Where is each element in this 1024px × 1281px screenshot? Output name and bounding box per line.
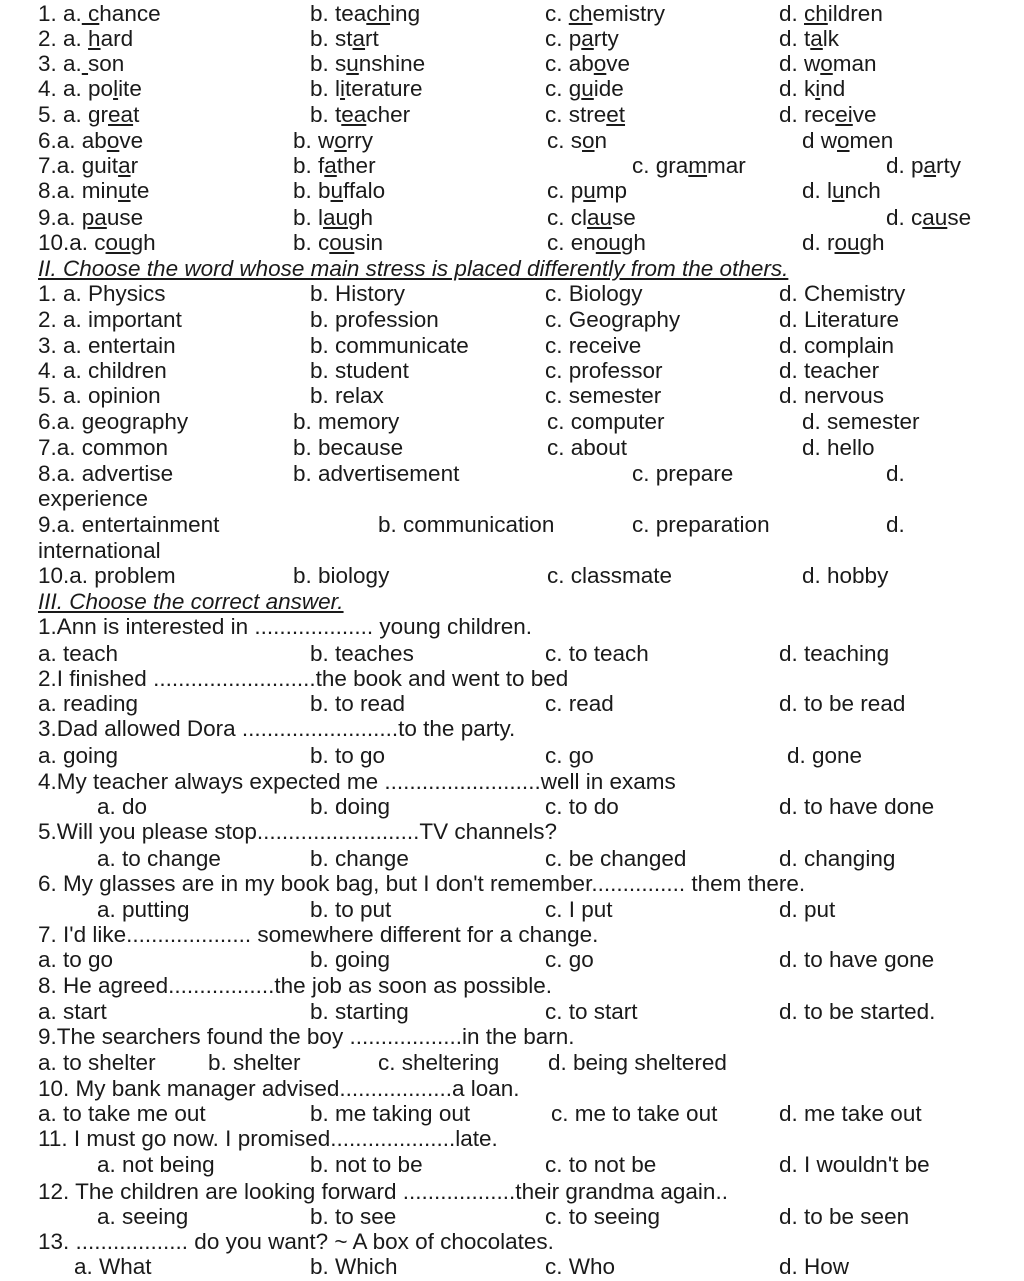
part3-option: c. Who <box>545 1254 616 1279</box>
part2-option: d. Chemistry <box>779 281 906 306</box>
part1-option: d. woman <box>779 51 877 76</box>
part2-option: d. teacher <box>779 358 880 383</box>
part2-option: b. History <box>310 281 406 306</box>
part1-option: 6.a. above <box>38 128 144 153</box>
part3-row <box>0 1179 1024 1204</box>
part3-row <box>0 1076 1024 1101</box>
part2-option: 1. a. Physics <box>38 281 166 306</box>
part1-option: c. above <box>545 51 631 76</box>
underlined-sound: o <box>837 128 850 153</box>
part1-option: c. clause <box>547 205 636 230</box>
underlined-sound: h <box>88 26 101 51</box>
part2-option: d. nervous <box>779 383 885 408</box>
part2-option: 4. a. children <box>38 358 167 383</box>
part3-row <box>0 794 1024 819</box>
part3-option: c. sheltering <box>378 1050 500 1075</box>
underlined-sound: o <box>582 128 595 153</box>
part3-option: c. to not be <box>545 1152 657 1177</box>
part2-row <box>0 409 1024 434</box>
part3-row <box>0 1254 1024 1279</box>
part1-option: b. cousin <box>293 230 384 255</box>
part3-option: b. not to be <box>310 1152 423 1177</box>
part3-option: a. teach <box>38 641 119 666</box>
underlined-sound: ou <box>834 230 860 255</box>
part2-option: d. hello <box>802 435 875 460</box>
underlined-sound <box>82 51 88 76</box>
part1-option: d. talk <box>779 26 840 51</box>
underlined-sound: o <box>334 128 347 153</box>
part2-text: experience <box>38 486 149 511</box>
part3-option: a. start <box>38 999 107 1024</box>
part3-option: a. do <box>97 794 148 819</box>
part1-row <box>0 153 1024 178</box>
part2-row <box>0 563 1024 588</box>
underlined-sound: ch <box>366 1 391 26</box>
underlined-sound: u <box>832 178 845 203</box>
underlined-sound: o <box>593 51 607 76</box>
part2-option: c. prepare <box>632 461 734 486</box>
part3-row <box>0 641 1024 666</box>
underlined-sound: o <box>106 128 120 153</box>
part2-option: c. preparation <box>632 512 770 537</box>
underlined-sound: ch <box>568 1 593 26</box>
part1-option: c. street <box>545 102 626 127</box>
part3-text: 8. He agreed.................the job as soon as possible. <box>38 973 553 998</box>
part3-option: a. putting <box>97 897 190 922</box>
underlined-sound: a <box>923 153 937 178</box>
part2-row <box>0 358 1024 383</box>
part3-option: d. to be read <box>779 691 906 716</box>
underlined-sound: u <box>330 178 344 203</box>
part3-option: c. read <box>545 691 614 716</box>
part3-row <box>0 897 1024 922</box>
part3-option: a. to shelter <box>38 1050 156 1075</box>
part3-option: d. gone <box>787 743 863 768</box>
section-heading-stress: II. Choose the word whose main stress is placed differently from the others. <box>38 256 789 281</box>
part3-option: d. How <box>779 1254 850 1279</box>
part2-option: c. computer <box>547 409 665 434</box>
part2-option: d. hobby <box>802 563 889 588</box>
part1-option: 7.a. guitar <box>38 153 139 178</box>
part3-option: b. going <box>310 947 391 972</box>
underlined-sound: et <box>606 102 626 127</box>
underlined-sound: i <box>340 76 346 101</box>
underlined-sound: o <box>820 51 833 76</box>
part1-option: d women <box>802 128 894 153</box>
part1-option: b. teacher <box>310 102 411 127</box>
part3-option: b. change <box>310 846 409 871</box>
part2-option: c. Geography <box>545 307 681 332</box>
part3-option: c. go <box>545 743 594 768</box>
part2-row <box>0 512 1024 537</box>
underlined-sound: au <box>922 205 948 230</box>
part3-option: c. go <box>545 947 594 972</box>
underlined-sound: c <box>81 1 100 26</box>
part3-option: b. to read <box>310 691 406 716</box>
part1-option: b. father <box>293 153 376 178</box>
underlined-sound: au <box>587 205 613 230</box>
part3-option: a. to take me out <box>38 1101 206 1126</box>
part2-option: c. semester <box>545 383 662 408</box>
part3-option: b. starting <box>310 999 409 1024</box>
part2-option: b. communicate <box>310 333 469 358</box>
part2-option: 10.a. problem <box>38 563 176 588</box>
part3-text: 11. I must go now. I promised....................late. <box>38 1126 498 1151</box>
part1-option: 8.a. minute <box>38 178 150 203</box>
part3-option: d. to have done <box>779 794 935 819</box>
part3-row <box>0 1024 1024 1049</box>
part3-option: b. to put <box>310 897 392 922</box>
part2-option: c. about <box>547 435 628 460</box>
underlined-sound: a <box>324 153 337 178</box>
part3-text: 4.My teacher always expected me .........................well in exams <box>38 769 676 794</box>
part3-text: 13. .................. do you want? ~ A box of chocolates. <box>38 1229 554 1254</box>
part1-option: b. sunshine <box>310 51 426 76</box>
part3-option: d. changing <box>779 846 896 871</box>
part3-row <box>0 1101 1024 1126</box>
part2-option: 5. a. opinion <box>38 383 161 408</box>
section-heading-correct-answer: III. Choose the correct answer. <box>38 589 344 614</box>
underlined-sound: u <box>583 178 596 203</box>
part1-option: d. party <box>886 153 962 178</box>
part1-option: d. receive <box>779 102 877 127</box>
part2-option: b. student <box>310 358 409 383</box>
part2-option: c. receive <box>545 333 642 358</box>
part2-row <box>0 307 1024 332</box>
part3-row <box>0 846 1024 871</box>
part1-option: c. grammar <box>632 153 746 178</box>
part1-row <box>0 205 1024 230</box>
part2-option: 9.a. entertainment <box>38 512 220 537</box>
part1-option: 5. a. great <box>38 102 140 127</box>
part3-text: 5.Will you please stop..........................TV channels? <box>38 819 557 844</box>
part3-text: 7. I'd like.................... somewhere different for a change. <box>38 922 599 947</box>
part2-option: b. memory <box>293 409 400 434</box>
part3-row <box>0 743 1024 768</box>
part1-option: b. literature <box>310 76 423 101</box>
part3-text: 6. My glasses are in my book bag, but I don't remember............... them there. <box>38 871 806 896</box>
part2-row <box>0 435 1024 460</box>
part2-option: b. profession <box>310 307 439 332</box>
part1-option: b. teaching <box>310 1 421 26</box>
part3-option: a. going <box>38 743 119 768</box>
part2-option: 6.a. geography <box>38 409 189 434</box>
part2-row <box>0 281 1024 306</box>
underlined-sound: ch <box>804 1 828 26</box>
part1-option: d. rough <box>802 230 885 255</box>
part3-text: 12. The children are looking forward ..................their grandma again.. <box>38 1179 728 1204</box>
part3-option: d. I wouldn't be <box>779 1152 930 1177</box>
part1-option: b. buffalo <box>293 178 386 203</box>
part3-option: a. not being <box>97 1152 215 1177</box>
underlined-sound: i <box>815 76 821 101</box>
part1-option: 2. a. hard <box>38 26 134 51</box>
underlined-sound: pa <box>81 205 107 230</box>
part3-option: c. to do <box>545 794 619 819</box>
part1-option: c. enough <box>547 230 646 255</box>
part1-option: d. lunch <box>802 178 881 203</box>
part3-row <box>0 716 1024 741</box>
part3-option: d. teaching <box>779 641 890 666</box>
part2-text: international <box>38 538 161 563</box>
part3-option: d. to be seen <box>779 1204 910 1229</box>
part3-row <box>0 922 1024 947</box>
part3-row <box>0 614 1024 639</box>
part3-option: a. to go <box>38 947 114 972</box>
part1-option: d. children <box>779 1 883 26</box>
part2-option: d. complain <box>779 333 895 358</box>
part3-row <box>0 1050 1024 1075</box>
underlined-sound: au <box>323 205 349 230</box>
part2-option: b. because <box>293 435 404 460</box>
part2-option: b. biology <box>293 563 390 588</box>
part3-option: c. to start <box>545 999 638 1024</box>
part2-row <box>0 383 1024 408</box>
part1-option: 9.a. pause <box>38 205 144 230</box>
part3-option: c. me to take out <box>551 1101 718 1126</box>
underlined-sound: ei <box>835 102 853 127</box>
underlined-sound: ou <box>329 230 355 255</box>
part3-option: a. What <box>74 1254 152 1279</box>
part2-option: b. relax <box>310 383 384 408</box>
part3-row <box>0 999 1024 1024</box>
part3-option: b. to see <box>310 1204 397 1229</box>
part3-text: 1.Ann is interested in ................... young children. <box>38 614 533 639</box>
part1-option: c. party <box>545 26 619 51</box>
underlined-sound: u <box>118 178 131 203</box>
part3-row <box>0 1204 1024 1229</box>
part1-option: c. son <box>547 128 608 153</box>
part3-option: b. shelter <box>208 1050 301 1075</box>
part3-text: 9.The searchers found the boy ..................in the barn. <box>38 1024 575 1049</box>
part2-row <box>0 538 1024 563</box>
part1-option: c. chemistry <box>545 1 666 26</box>
part2-option: d. <box>886 512 905 537</box>
underlined-sound: u <box>346 51 359 76</box>
part2-option: b. advertisement <box>293 461 460 486</box>
part3-option: b. to go <box>310 743 386 768</box>
part3-text: 10. My bank manager advised..................a loan. <box>38 1076 520 1101</box>
part3-row <box>0 819 1024 844</box>
part1-row <box>0 76 1024 101</box>
part3-row <box>0 1152 1024 1177</box>
part1-option: d. cause <box>886 205 972 230</box>
part1-option: b. laugh <box>293 205 374 230</box>
part3-option: c. to seeing <box>545 1204 661 1229</box>
part3-option: d. me take out <box>779 1101 922 1126</box>
part3-option: a. to change <box>97 846 221 871</box>
part2-option: d. Literature <box>779 307 900 332</box>
underlined-sound: u <box>581 76 594 101</box>
part2-option: 2. a. important <box>38 307 182 332</box>
part1-row <box>0 128 1024 153</box>
underlined-sound: ou <box>105 230 131 255</box>
underlined-sound: a <box>581 26 594 51</box>
underlined-sound: m <box>688 153 708 178</box>
part3-option: c. to teach <box>545 641 649 666</box>
part3-option: d. to be started. <box>779 999 936 1024</box>
underlined-sound: ea <box>108 102 134 127</box>
underlined-sound: l <box>113 76 119 101</box>
part2-option: d. semester <box>802 409 920 434</box>
part1-row <box>0 51 1024 76</box>
part3-row <box>0 769 1024 794</box>
part3-option: d. being sheltered <box>548 1050 727 1075</box>
part1-option: b. start <box>310 26 379 51</box>
underlined-sound: ou <box>595 230 621 255</box>
part1-option: 4. a. polite <box>38 76 142 101</box>
underlined-sound: a <box>118 153 131 178</box>
part3-text: 2.I finished ..........................the book and went to bed <box>38 666 569 691</box>
part1-option: c. guide <box>545 76 624 101</box>
part3-row <box>0 666 1024 691</box>
part3-option: c. be changed <box>545 846 687 871</box>
part2-option: d. <box>886 461 905 486</box>
part1-option: d. kind <box>779 76 846 101</box>
part3-option: a. reading <box>38 691 139 716</box>
part2-option: c. professor <box>545 358 663 383</box>
part3-option: b. Which <box>310 1254 398 1279</box>
part1-option: 1. a. chance <box>38 1 161 26</box>
part3-text: 3.Dad allowed Dora .........................to the party. <box>38 716 516 741</box>
part3-row <box>0 691 1024 716</box>
underlined-sound: ea <box>341 102 367 127</box>
part1-option: 10.a. cough <box>38 230 156 255</box>
part1-option: b. worry <box>293 128 374 153</box>
part1-row <box>0 26 1024 51</box>
part1-row <box>0 1 1024 26</box>
part2-option: c. classmate <box>547 563 673 588</box>
part3-option: b. doing <box>310 794 391 819</box>
underlined-sound: a <box>810 26 823 51</box>
underlined-sound: a <box>352 26 366 51</box>
part3-option: b. me taking out <box>310 1101 471 1126</box>
part2-option: 3. a. entertain <box>38 333 176 358</box>
part3-row <box>0 947 1024 972</box>
part2-option: 8.a. advertise <box>38 461 174 486</box>
part1-row <box>0 178 1024 203</box>
part1-row <box>0 230 1024 255</box>
part1-option: 3. a. son <box>38 51 125 76</box>
part3-option: d. put <box>779 897 836 922</box>
part2-option: 7.a. common <box>38 435 169 460</box>
part1-row <box>0 102 1024 127</box>
part2-option: c. Biology <box>545 281 643 306</box>
part2-option: b. communication <box>378 512 555 537</box>
part3-option: b. teaches <box>310 641 414 666</box>
part3-option: d. to have gone <box>779 947 935 972</box>
part3-option: a. seeing <box>97 1204 189 1229</box>
part1-option: c. pump <box>547 178 628 203</box>
part3-row <box>0 871 1024 896</box>
part3-row <box>0 1229 1024 1254</box>
part2-row <box>0 486 1024 511</box>
part3-row <box>0 1126 1024 1151</box>
part3-option: c. I put <box>545 897 613 922</box>
part3-row <box>0 973 1024 998</box>
part2-row <box>0 461 1024 486</box>
part2-row <box>0 333 1024 358</box>
